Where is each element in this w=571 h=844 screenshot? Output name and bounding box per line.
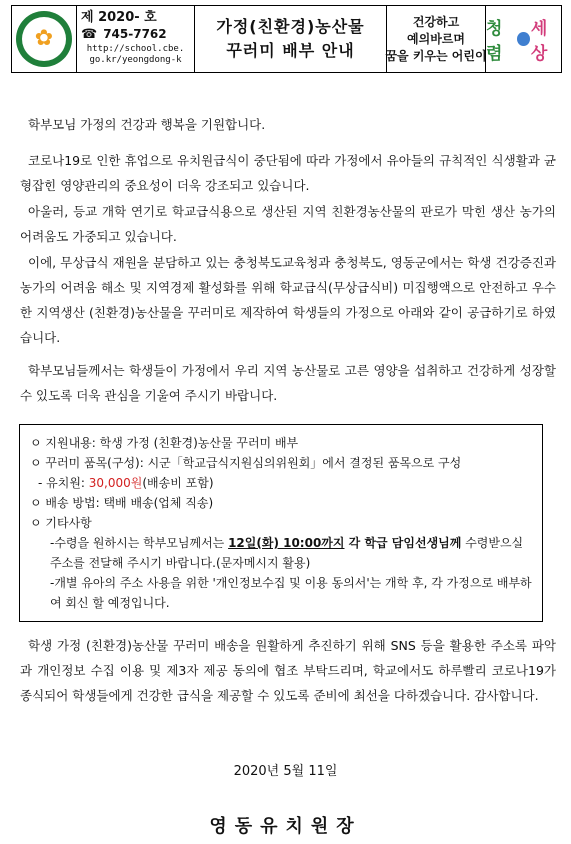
signature: 영동유치원장 <box>209 816 362 837</box>
school-logo <box>16 11 72 67</box>
motto-line-3: 꿈을 키우는 어린이 <box>385 48 487 63</box>
motto-line-2: 예의바르며 <box>407 31 465 46</box>
school-url <box>81 44 190 66</box>
greeting-text: 학부모님 가정의 건강과 행복을 기원합니다. <box>28 117 266 132</box>
brand-logo <box>486 14 561 64</box>
paragraph-request: 학부모님들께서는 학생들이 가정에서 우리 지역 농산물로 고른 영양을 섭취하고 건강하게 성장할 수 있도록 더욱 관심을 기울여 주시기 바랍니다. <box>20 363 556 403</box>
issue-info-cell <box>77 6 195 72</box>
price-suffix: (배송비 포함) <box>142 476 214 490</box>
url-line-1: http://school.cbe. <box>86 44 185 54</box>
motto-cell <box>387 6 486 72</box>
price-value: 30,000원 <box>88 476 143 490</box>
greeting-paragraph <box>20 112 556 137</box>
globe-icon <box>517 32 530 46</box>
phone-icon: ☎ <box>81 27 98 42</box>
notice-item-delivery: ㅇ 배송 방법: 택배 배송(업체 직송) <box>30 496 214 510</box>
notice-note-privacy: -개별 유아의 주소 사용을 위한 '개인정보수집 및 이용 동의서'는 개학 후, 각 가정으로 배부하여 회신 할 예정입니다. <box>50 576 532 610</box>
motto-line-1: 건강하고 <box>412 14 460 29</box>
notice-item-etc: ㅇ 기타사항 <box>30 516 92 530</box>
logo-inner <box>22 17 66 61</box>
url-line-2: go.kr/yeongdong-k <box>89 55 182 65</box>
issue-number: 제 2020- 호 <box>81 10 157 25</box>
note1-pre: -수령을 원하시는 학부모님께서는 <box>50 536 229 550</box>
brand-part-1: 청렴 <box>486 19 503 64</box>
notice-note-receipt <box>30 533 532 573</box>
notice-item-items: ㅇ 꾸러미 품목(구성): 시군「학교급식지원심의위원회」에서 결정된 품목으로 구성 <box>30 456 462 470</box>
letter-header <box>11 5 562 73</box>
notice-item-support: ㅇ 지원내용: 학생 가정 (친환경)농산물 꾸러미 배부 <box>30 436 299 450</box>
letter-date: 2020년 5월 11일 <box>233 764 338 779</box>
paragraph-farmers: 아울러, 등교 개학 연기로 학교급식용으로 생산된 지역 친환경농산물의 판로가 막힌 생산 농가의 어려움도 가중되고 있습니다. <box>20 204 556 244</box>
phone-line <box>81 26 190 43</box>
page-title-line-2: 꾸러미 배부 안내 <box>226 41 355 60</box>
flower-icon: ✿ <box>34 26 54 51</box>
paragraph-covid: 코로나19로 인한 휴업으로 유치원급식이 중단됨에 따라 가정에서 유아들의 규칙적인 식생활과 균형잡힌 영양관리의 중요성이 더욱 강조되고 있습니다. <box>20 153 556 193</box>
brand-cell <box>486 6 561 72</box>
phone-number: 745-7762 <box>103 27 167 41</box>
note1-teacher: 각 학급 담임선생님께 <box>344 536 462 550</box>
page-title-line-1: 가정(친환경)농산물 <box>216 17 365 36</box>
note1-post: 수령받으실 주소를 전달해 주시기 바랍니다.(문자메시지 활용) <box>50 536 524 570</box>
paragraph-support: 이에, 무상급식 재원을 분담하고 있는 충청북도교육청과 충청북도, 영동군에서는 학생 건강증진과 농가의 어려움 해소 및 지역경제 활성화를 위해 학교급식(무상급식비) 미집행액으로 안전하고 우수한 지역생산 (친환경)농산물을 꾸러미로 제작하여 학생들의 가정으로 아래와 같이 공급하기로 하였습니다. <box>20 255 556 345</box>
closing-paragraph: 학생 가정 (친환경)농산물 꾸러미 배송을 원활하게 추진하기 위해 SNS 등을 활용한 주소록 파악과 개인정보 수집 이용 및 제3자 제공 동의에 협조 부탁드리며, 학교에서도 하루빨리 코로나19가 종식되어 학생들에게 건강한 급식을 제공할 수 있도록 준비에 최선을 다하겠습니다. 감사합니다. <box>20 638 556 703</box>
notice-box <box>19 424 543 622</box>
note1-deadline: 12일(화) 10:00까지 <box>228 536 345 550</box>
brand-part-2: 세상 <box>530 19 548 64</box>
title-cell <box>195 6 387 72</box>
notice-price-line <box>30 473 532 493</box>
logo-cell <box>12 6 77 72</box>
price-prefix: - 유치원: <box>38 476 89 490</box>
